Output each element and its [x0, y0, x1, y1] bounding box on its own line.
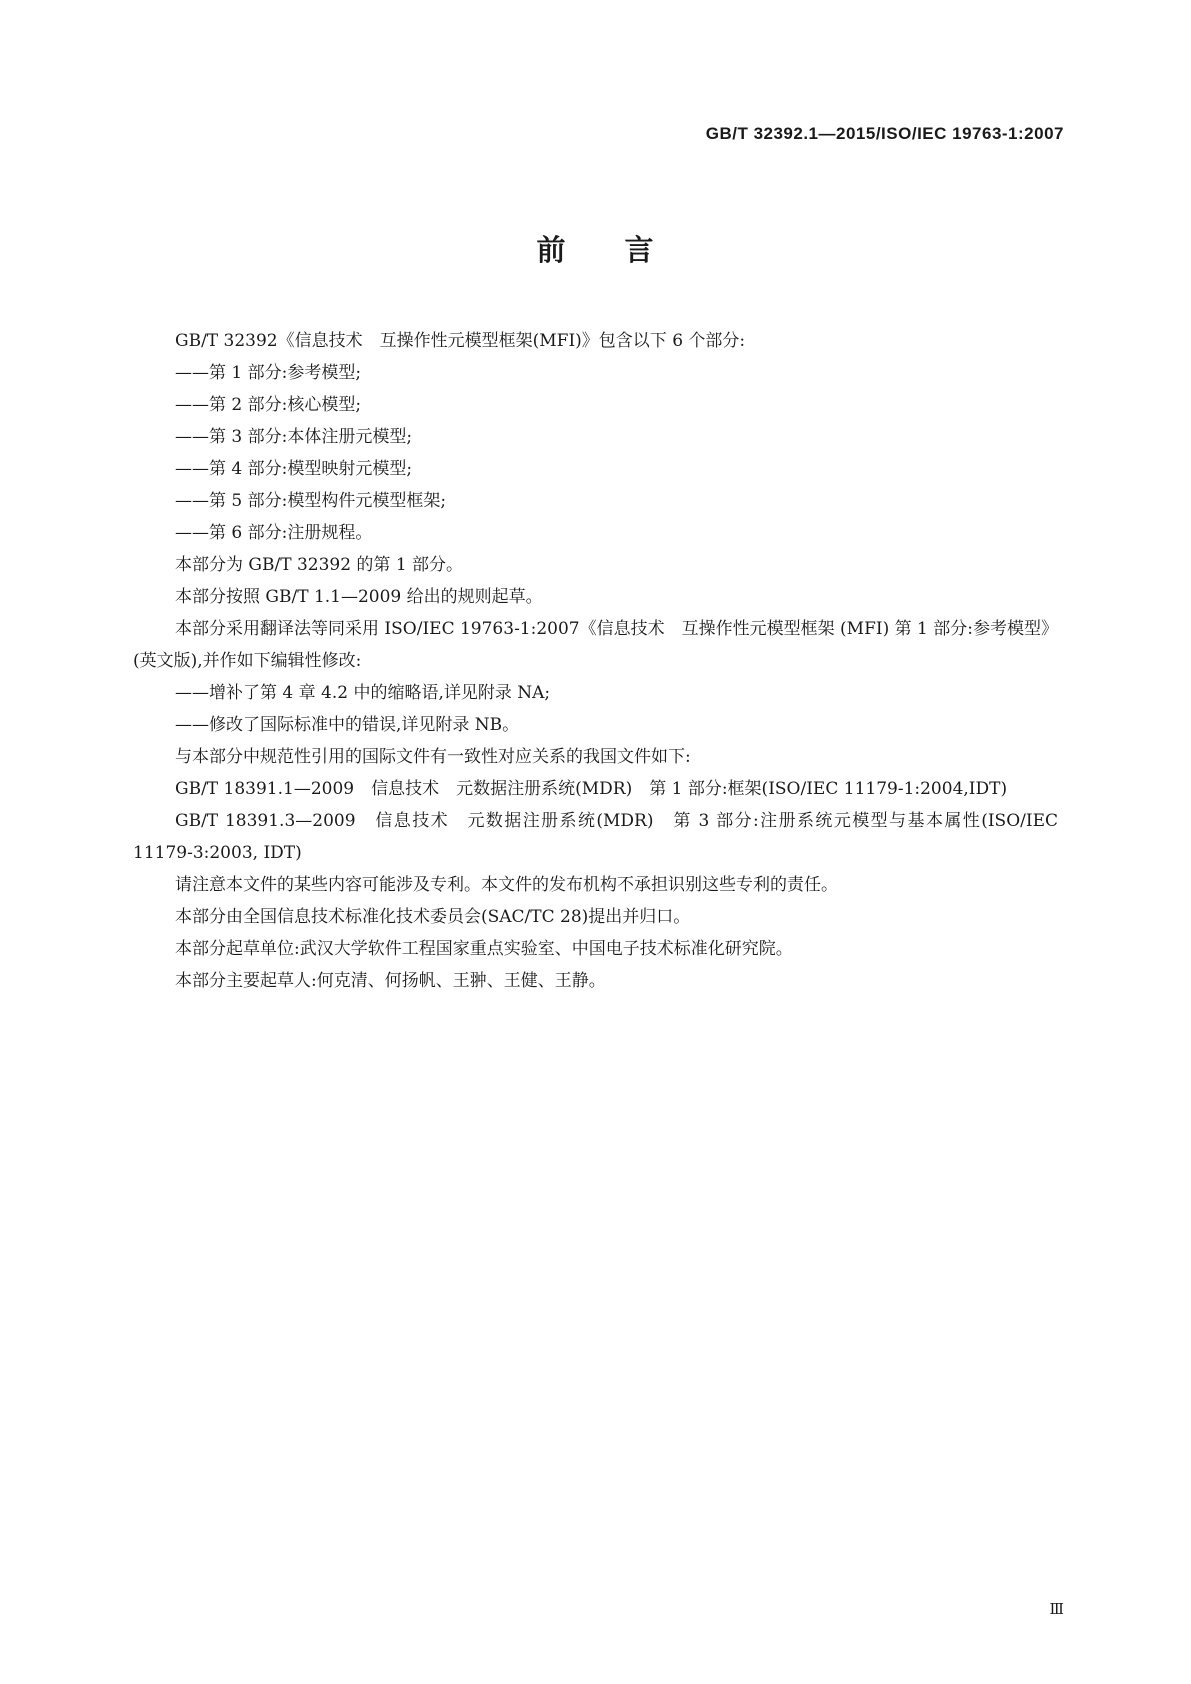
page-number: Ⅲ [1049, 1602, 1064, 1618]
standard-code: GB/T 32392.1—2015/ISO/IEC 19763-1:2007 [705, 124, 1064, 143]
paragraph-reference-2: GB/T 18391.3—2009 信息技术 元数据注册系统(MDR) 第 3 部分:注册系统元模型与基本属性(ISO/IEC 11179-3:2003, IDT) [133, 811, 1058, 863]
foreword-body [133, 325, 1058, 997]
title-char-2: 言 [624, 233, 655, 267]
paragraph-part-statement: 本部分为 GB/T 32392 的第 1 部分。 [175, 555, 464, 575]
list-item-part-5: ——第 5 部分:模型构件元模型框架; [175, 491, 447, 511]
list-item-modification-1: ——增补了第 4 章 4.2 中的缩略语,详见附录 NA; [175, 683, 551, 703]
paragraph-drafting-units: 本部分起草单位:武汉大学软件工程国家重点实验室、中国电子技术标准化研究院。 [175, 939, 793, 959]
paragraph-reference-intro: 与本部分中规范性引用的国际文件有一致性对应关系的我国文件如下: [175, 747, 691, 767]
paragraph-patent-notice: 请注意本文件的某些内容可能涉及专利。本文件的发布机构不承担识别这些专利的责任。 [175, 875, 838, 895]
paragraph-drafters: 本部分主要起草人:何克清、何扬帆、王翀、王健、王静。 [175, 971, 606, 991]
page-title [0, 228, 1191, 269]
list-item-part-3: ——第 3 部分:本体注册元模型; [175, 427, 413, 447]
list-item-part-6: ——第 6 部分:注册规程。 [175, 523, 373, 543]
list-item-modification-2: ——修改了国际标准中的错误,详见附录 NB。 [175, 715, 520, 735]
title-char-1: 前 [536, 233, 567, 267]
paragraph-proposer: 本部分由全国信息技术标准化技术委员会(SAC/TC 28)提出并归口。 [175, 907, 691, 927]
paragraph-adoption: 本部分采用翻译法等同采用 ISO/IEC 19763-1:2007《信息技术 互操作性元模型框架 (MFI) 第 1 部分:参考模型》(英文版),并作如下编辑性修改: [133, 619, 1058, 671]
list-item-part-2: ——第 2 部分:核心模型; [175, 395, 362, 415]
paragraph-drafting-rules: 本部分按照 GB/T 1.1—2009 给出的规则起草。 [175, 587, 543, 607]
list-item-part-4: ——第 4 部分:模型映射元模型; [175, 459, 413, 479]
paragraph-intro: GB/T 32392《信息技术 互操作性元模型框架(MFI)》包含以下 6 个部分: [175, 331, 746, 351]
paragraph-reference-1: GB/T 18391.1—2009 信息技术 元数据注册系统(MDR) 第 1 部分:框架(ISO/IEC 11179-1:2004,IDT) [175, 779, 1008, 799]
list-item-part-1: ——第 1 部分:参考模型; [175, 363, 362, 383]
